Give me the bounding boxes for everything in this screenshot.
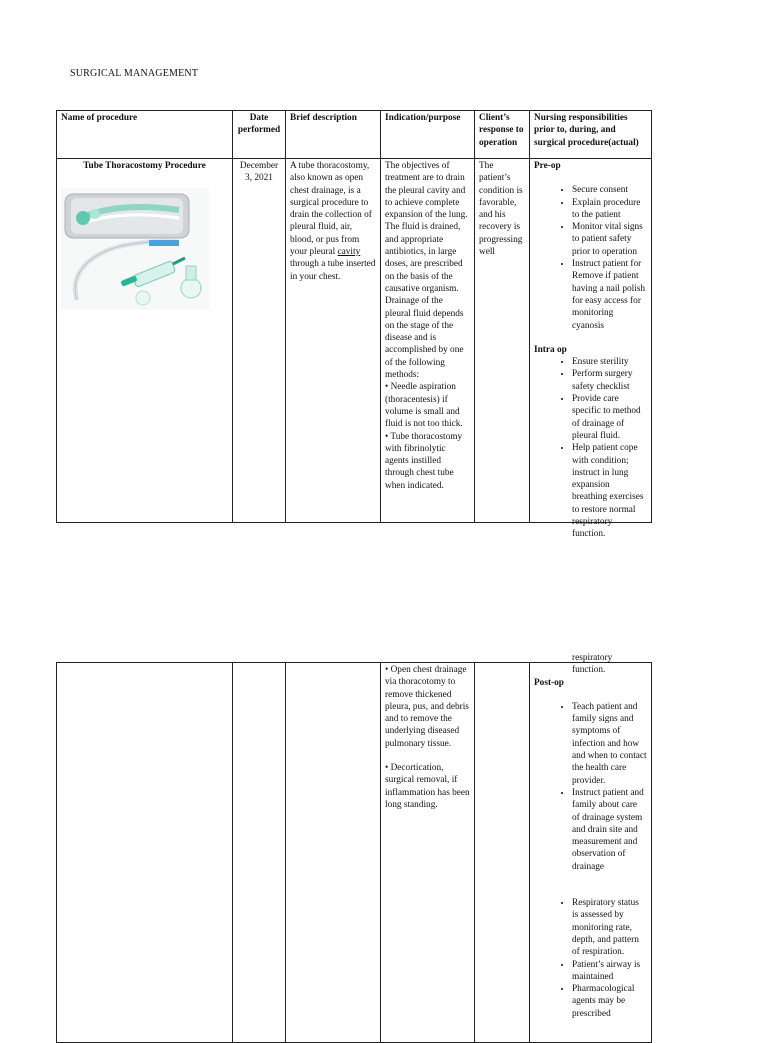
description-cell-continued xyxy=(286,663,381,1043)
intraop-list xyxy=(534,356,647,540)
description-text-end: through a tube inserted in your chest. xyxy=(290,259,376,282)
header-client-response: Client’s response to operation xyxy=(475,111,530,159)
list-item: • Monitor vital signs to patient safety prior to operation xyxy=(572,221,647,258)
table-header-row xyxy=(57,111,652,159)
nursing-cell-continued xyxy=(530,653,652,1043)
indication-needle-aspiration: • Needle aspiration (thoracentesis) if volume is small and fluid is not too thick. xyxy=(385,382,463,430)
list-item: • Secure consent xyxy=(572,184,647,196)
procedure-cell xyxy=(57,159,233,523)
preop-list xyxy=(534,184,647,332)
list-item: • Teach patient and family signs and symptoms of infection and how and when to contact the health care provider. xyxy=(572,701,647,787)
postop-list xyxy=(534,701,647,1020)
cavity-link[interactable]: cavity xyxy=(337,247,361,258)
description-text: A tube thoracostomy, also known as open chest drainage, is a surgical procedure to drain the collection of pleural fluid, air, blood, or pus from your pleural xyxy=(290,161,372,258)
indication-cell-continued xyxy=(381,663,475,1043)
document-title: SURGICAL MANAGEMENT xyxy=(70,68,199,79)
intraop-label: Intra op xyxy=(534,344,567,355)
client-response: The patient’s condition is favorable, and his recovery is progressing well xyxy=(479,161,523,258)
list-item: • Help patient cope with condition; instruct in lung expansion breathing exercises to restore normal respiratory function. xyxy=(572,442,647,540)
list-item: • Ensure sterility xyxy=(572,356,647,368)
procedure-table xyxy=(56,110,652,540)
indication-decortication: • Decortication, surgical removal, if inflammation has been long standing. xyxy=(385,763,470,810)
header-brief-description: Brief description xyxy=(286,111,381,159)
indication-cell xyxy=(381,159,475,523)
response-cell-continued xyxy=(475,663,530,1043)
nursing-cell xyxy=(530,159,652,540)
header-name-of-procedure: Name of procedure xyxy=(57,111,233,159)
list-item: • Respiratory status is assessed by monitoring rate, depth, and pattern of respiration. xyxy=(572,897,647,958)
chest-tube-kit-image xyxy=(61,188,209,310)
list-item: • Patient’s airway is maintained xyxy=(572,959,647,984)
postop-label: Post-op xyxy=(534,677,564,688)
list-item: • Explain procedure to the patient xyxy=(572,197,647,222)
table-row xyxy=(57,159,652,523)
list-item: • Perform surgery safety checklist xyxy=(572,368,647,393)
date-cell-continued xyxy=(233,663,286,1043)
table-row xyxy=(57,663,652,1043)
indication-tube-thoracostomy: • Tube thoracostomy with fibrinolytic agents instilled through chest tube when indicated. xyxy=(385,431,463,491)
preop-label: Pre-op xyxy=(534,161,561,171)
procedure-table-continued xyxy=(56,653,652,1043)
header-indication: Indication/purpose xyxy=(381,111,475,159)
date-cell xyxy=(233,159,286,523)
date-performed: December 3, 2021 xyxy=(239,161,279,184)
response-cell xyxy=(475,159,530,523)
description-cell xyxy=(286,159,381,523)
header-nursing-responsibilities: Nursing responsibilities prior to, during, and surgical procedure(actual) xyxy=(530,111,652,159)
indication-text: The objectives of treatment are to drain the pleural cavity and to achieve complete expansion of the lung. The fluid is drained, and appropriate antibiotics, in large doses, are prescribed on the basis of the causative organism. Drainage of the pleural fluid depends on the stage of the disease and is accomplished by one of the following methods: xyxy=(385,161,468,381)
list-item: • Instruct patient for Remove if patient having a nail polish for easy access for monitoring cyanosis xyxy=(572,258,647,332)
indication-open-chest-drainage: • Open chest drainage via thoracotomy to remove thickened pleura, pus, and debris and to remove the underlying diseased pulmonary tissue. xyxy=(385,665,469,749)
procedure-name: Tube Thoracostomy Procedure xyxy=(83,161,206,171)
intraop-continued: respiratory function. xyxy=(572,653,613,676)
procedure-cell-continued xyxy=(57,663,233,1043)
list-item: • Provide care specific to method of drainage of pleural fluid. xyxy=(572,393,647,442)
list-item: • Instruct patient and family about care of drainage system and drain site and measurement and observation of drainage xyxy=(572,787,647,873)
list-item: • Pharmacological agents may be prescribed xyxy=(572,983,647,1020)
header-date-performed: Date performed xyxy=(233,111,286,159)
